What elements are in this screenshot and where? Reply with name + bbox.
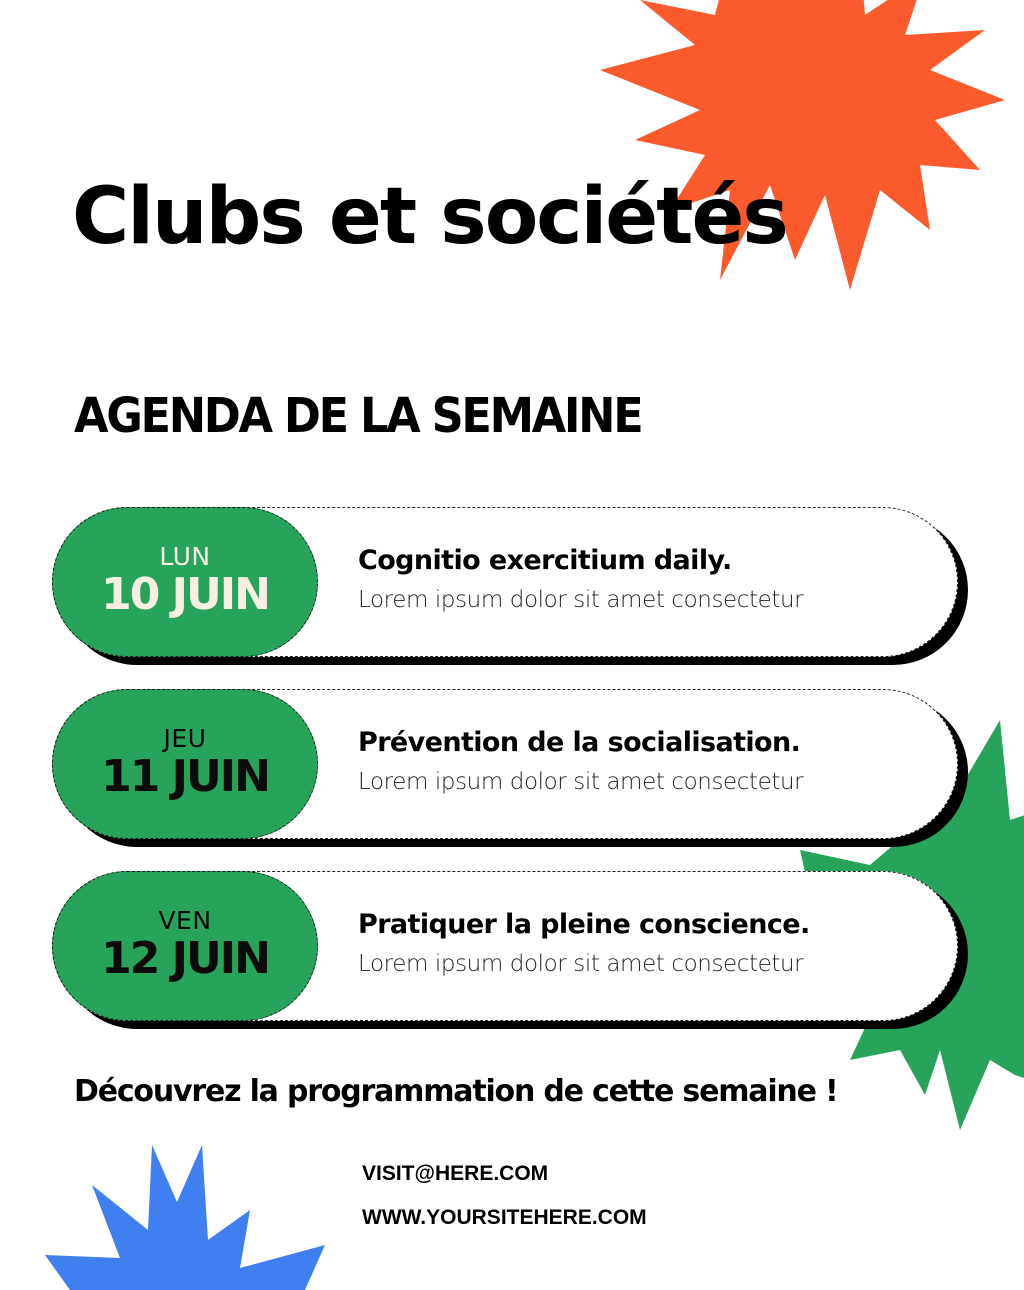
event-description: Lorem ipsum dolor sit amet consectetur	[358, 769, 804, 795]
orange-starburst-icon	[580, 0, 1020, 310]
day-of-week: VEN	[158, 905, 212, 935]
date-badge	[52, 871, 318, 1021]
date-badge	[52, 507, 318, 657]
poster-title: Clubs et sociétés	[72, 172, 787, 262]
event-title: Pratiquer la pleine conscience.	[358, 909, 810, 940]
event-date: 10 JUIN	[101, 568, 269, 620]
event-row-1	[52, 507, 958, 657]
date-badge	[52, 689, 318, 839]
event-title: Prévention de la socialisation.	[358, 727, 801, 758]
blue-starburst-icon	[40, 1140, 340, 1290]
event-date: 12 JUIN	[101, 932, 269, 984]
event-text	[358, 911, 810, 976]
contact-email[interactable]: VISIT@HERE.COM	[362, 1162, 549, 1185]
day-of-week: LUN	[159, 541, 211, 571]
call-to-action: Découvrez la programmation de cette semaine !	[74, 1074, 838, 1109]
event-title: Cognitio exercitium daily.	[358, 545, 732, 576]
event-row-3	[52, 871, 958, 1021]
contact-website[interactable]: WWW.YOURSITEHERE.COM	[362, 1206, 647, 1229]
event-text	[358, 547, 803, 612]
event-date: 11 JUIN	[101, 750, 269, 802]
agenda-heading: AGENDA DE LA SEMAINE	[74, 388, 642, 444]
event-description: Lorem ipsum dolor sit amet consectetur	[358, 951, 804, 977]
day-of-week: JEU	[163, 723, 207, 753]
event-description: Lorem ipsum dolor sit amet consectetur	[358, 587, 804, 613]
event-text	[358, 729, 803, 794]
event-row-2	[52, 689, 958, 839]
